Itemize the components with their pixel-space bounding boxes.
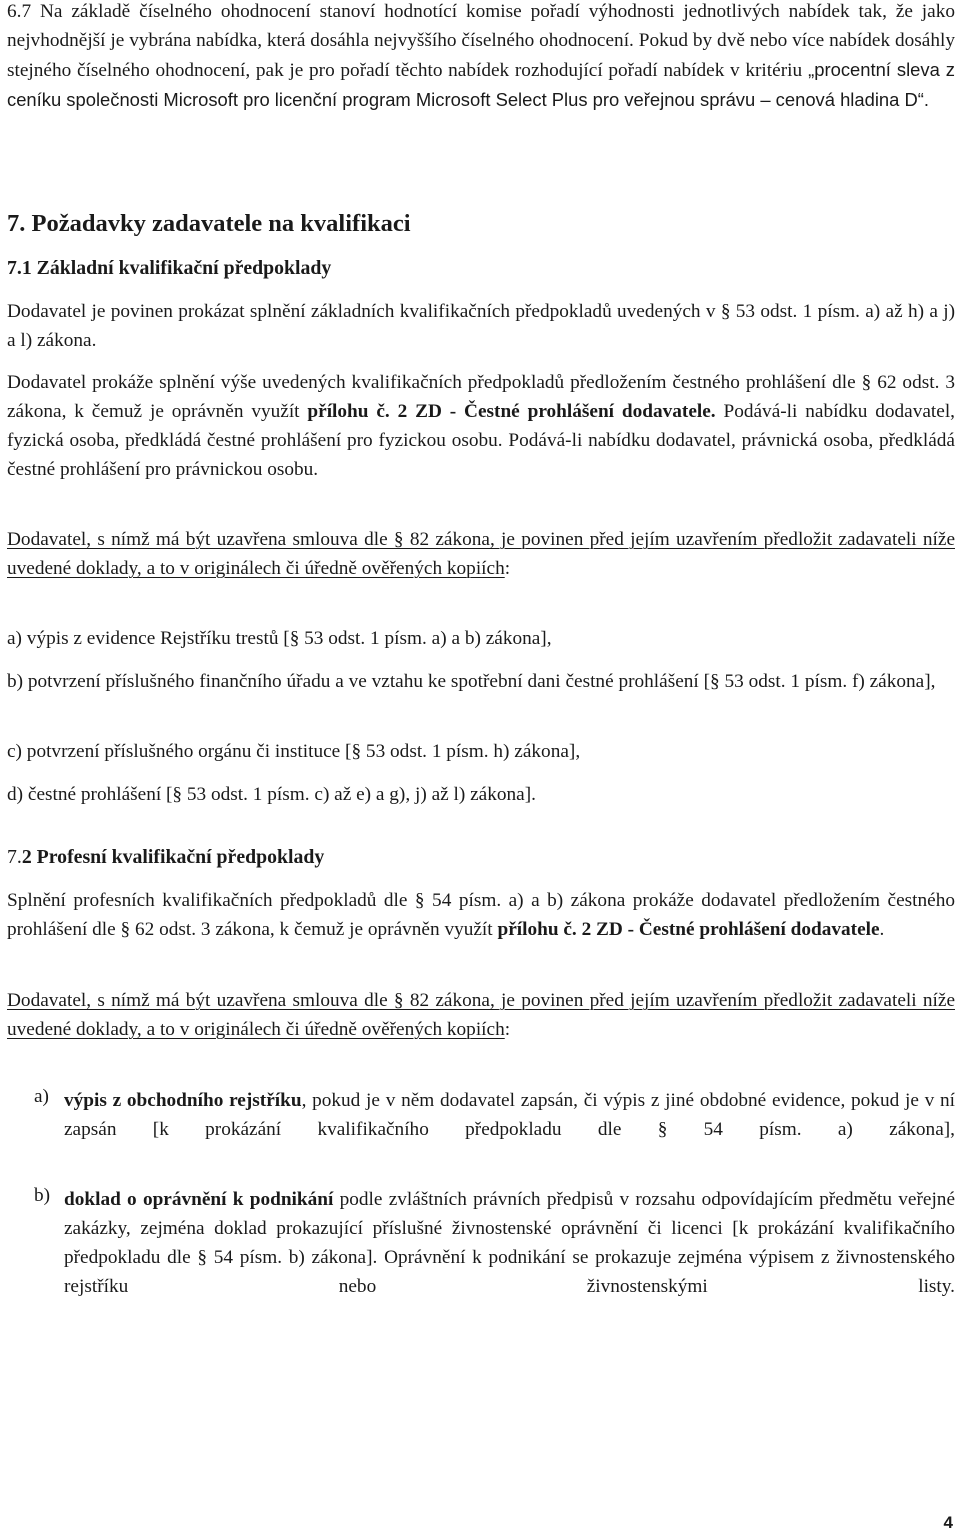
section-7-2-title: 2 Profesní kvalifikační předpoklady	[21, 846, 325, 868]
obligation-underlined-2: Dodavatel, s nímž má být uzavřena smlouva dle § 82 zákona, je povinen před jejím uzavřením předložit zadavateli níže uvedené doklady, a to v originálech či úředně ověřených kopiích	[7, 990, 955, 1040]
paragraph-6-7-sentence-1: 6.7 Na základě číselného ohodnocení stanoví hodnotící komise pořadí výhodnosti jednotlivých nabídek tak, že jako nejvhodnější je vybrána nabídka, která dosáhla nejvyššího číselného ohodnocení.	[7, 1, 955, 51]
paragraph-7-2-a	[7, 886, 955, 944]
natural-person-note: Podává-li nabídku dodavatel, fyzická osoba, předkládá čestné prohlášení pro fyzickou osobu.	[7, 401, 956, 451]
list-item-7-2-b-body: podle zvláštních právních předpisů v rozsahu odpovídajícím předmětu veřejné zakázky, zejména doklad prokazující příslušné živnostenské oprávnění či licenci [k prokázání kvalifikačního předpokladu dle § 54 písm. b) zákona]. Oprávnění k podnikání se prokazuje zejména výpisem z živnostenského rejstříku nebo živnostenskými listy.	[64, 1189, 956, 1297]
list-item-7-1-a: a) výpis z evidence Rejstříku trestů [§ 53 odst. 1 písm. a) a b) zákona],	[7, 628, 552, 649]
list-item-7-2-b-label: b)	[34, 1185, 51, 1206]
paragraph-7-1-b	[7, 368, 955, 484]
paragraph-6-7-sentence-2: Pokud by dvě nebo více nabídek dosáhly stejného číselného ohodnocení, pak je pro pořadí těchto nabídek rozhodující pořadí nabídek v kritériu	[7, 30, 955, 81]
list-item-7-1-b: b) potvrzení příslušného finančního úřadu a ve vztahu ke spotřební dani čestné prohlášení [§ 53 odst. 1 písm. f) zákona],	[7, 671, 936, 692]
section-7-2-number: 7.	[7, 846, 22, 868]
criterion-name: „procentní sleva z ceníku společnosti Microsoft pro licenční program Microsoft Select Plus pro veřejnou správu – cenová hladina D“.	[7, 59, 955, 110]
paragraph-7-1-c	[7, 525, 955, 583]
paragraph-7-1-a: Dodavatel je povinen prokázat splnění základních kvalifikačních předpokladů uvedených v § 53 odst. 1 písm. a) až h) a j) a l) zákona.	[7, 301, 955, 351]
section-7-1-number: 7.1	[7, 257, 32, 279]
list-item-7-2-b-text	[64, 1185, 955, 1301]
paragraph-7-2-a-end: .	[879, 919, 885, 940]
list-item-7-2-a-body: , pokud je v něm dodavatel zapsán, či výpis z jiné obdobné evidence, pokud je v ní zapsán [k prokázání kvalifikačního předpokladu dle § 54 písm. a) zákona],	[64, 1090, 955, 1140]
legal-person-note: Podává-li nabídku dodavatel, právnická osoba, předkládá čestné prohlášení pro právnickou osobu.	[7, 430, 955, 480]
annex-title: 2 ZD - Čestné prohlášení dodavatele.	[389, 401, 716, 422]
paragraph-7-2-a-text: Splnění profesních kvalifikačních předpokladů dle § 54 písm. a) a b) zákona prokáže dodavatel předložením čestného prohlášení dle § 62 odst. 3 zákona, k čemuž je oprávněn využít	[7, 890, 955, 940]
section-7-2-heading	[7, 846, 955, 869]
paragraph-6-7	[7, 0, 955, 115]
section-7-1-heading	[7, 257, 955, 280]
page-number: 4	[943, 1513, 953, 1532]
section-7-1-title: Základní kvalifikační předpoklady	[31, 257, 332, 279]
obligation-colon: :	[504, 558, 511, 579]
paragraph-7-2-b	[7, 986, 955, 1044]
section-7-heading: 7. Požadavky zadavatele na kvalifikaci	[7, 210, 411, 237]
list-item-7-2-a-text	[64, 1086, 955, 1144]
obligation-underlined: Dodavatel, s nímž má být uzavřena smlouva dle § 82 zákona, je povinen před jejím uzavřením předložit zadavateli níže uvedené doklady, a to v originálech či úředně ověřených kopiích	[7, 529, 955, 579]
list-item-7-1-c: c) potvrzení příslušného orgánu či instituce [§ 53 odst. 1 písm. h) zákona],	[7, 741, 581, 762]
list-item-7-1-d: d) čestné prohlášení [§ 53 odst. 1 písm. c) až e) a g), j) až l) zákona].	[7, 784, 536, 805]
annex-reference: přílohu č.	[307, 401, 390, 422]
commercial-register-extract: výpis z obchodního rejstříku	[64, 1090, 302, 1111]
business-authorization-document: doklad o oprávnění k podnikání	[64, 1189, 334, 1210]
paragraph-7-1-b-text: Dodavatel prokáže splnění výše uvedených kvalifikačních předpokladů předložením čestného prohlášení dle § 62 odst. 3 zákona, k čemuž je oprávněn využít	[7, 372, 955, 422]
annex-reference-2: přílohu č. 2 ZD - Čestné prohlášení dodavatele	[497, 919, 880, 940]
list-item-7-2-a-label: a)	[34, 1086, 49, 1107]
obligation-colon-2: :	[504, 1019, 511, 1040]
